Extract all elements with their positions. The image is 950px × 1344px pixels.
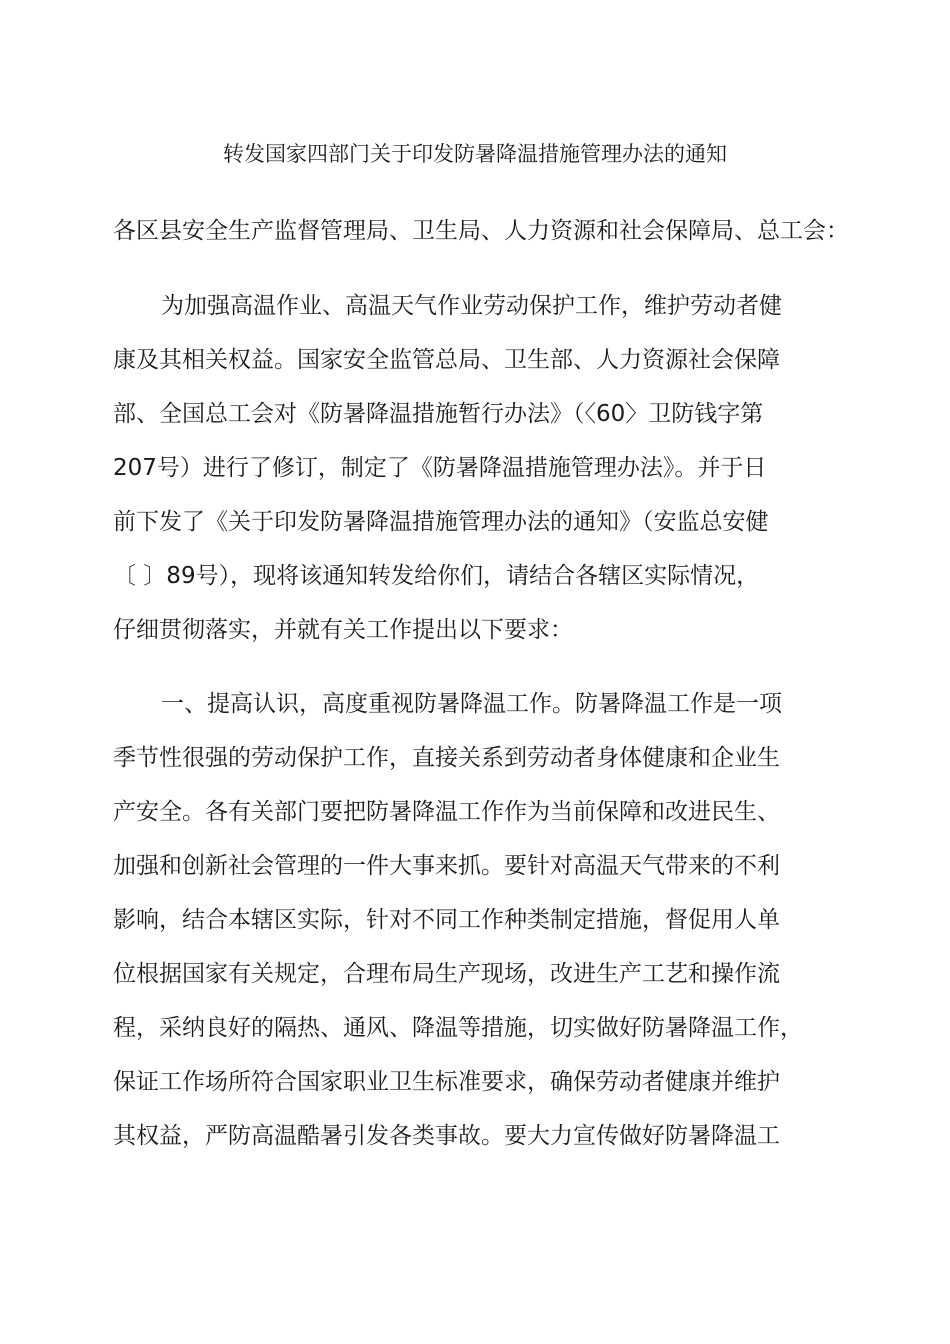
paragraph-line: 程，采纳良好的隔热、通风、降温等措施，切实做好防暑降温工作， [113,1015,803,1041]
paragraph-line: 位根据国家有关规定，合理布局生产现场，改进生产工艺和操作流 [113,961,780,987]
paragraph-line: 部、全国总工会对《防暑降温措施暂行办法》（〈60〉卫防钱字第 [113,401,764,427]
document-title: 转发国家四部门关于印发防暑降温措施管理办法的通知 [223,142,727,166]
paragraph-line: 仔细贯彻落实，并就有关工作提出以下要求： [113,617,573,643]
paragraph-line: 季节性很强的劳动保护工作，直接关系到劳动者身体健康和企业生 [113,745,780,771]
paragraph-line: 加强和创新社会管理的一件大事来抓。要针对高温天气带来的不利 [113,853,780,879]
paragraph-intro [113,279,833,657]
paragraph-line: 为加强高温作业、高温天气作业劳动保护工作，维护劳动者健 [161,293,782,319]
paragraph-line: 产安全。各有关部门要把防暑降温工作作为当前保障和改进民生、 [113,799,780,825]
paragraph-line: 一、提高认识，高度重视防暑降温工作。防暑降温工作是一项 [161,691,782,717]
paragraph-line: 207号）进行了修订，制定了《防暑降温措施管理办法》。并于日 [113,455,767,481]
paragraph-section-one [113,677,833,1163]
paragraph-line: 影响，结合本辖区实际，针对不同工作种类制定措施，督促用人单 [113,907,780,933]
paragraph-line: 〔 〕89号），现将该通知转发给你们，请结合各辖区实际情况， [113,563,760,589]
paragraph-line: 康及其相关权益。国家安全监管总局、卫生部、人力资源社会保障 [113,347,780,373]
salutation: 各区县安全生产监督管理局、卫生局、人力资源和社会保障局、总工会： [113,218,849,244]
paragraph-line: 前下发了《关于印发防暑降温措施管理办法的通知》（安监总安健 [113,509,769,535]
paragraph-line: 其权益，严防高温酷暑引发各类事故。要大力宣传做好防暑降温工 [113,1123,780,1149]
paragraph-line: 保证工作场所符合国家职业卫生标准要求，确保劳动者健康并维护 [113,1069,780,1095]
